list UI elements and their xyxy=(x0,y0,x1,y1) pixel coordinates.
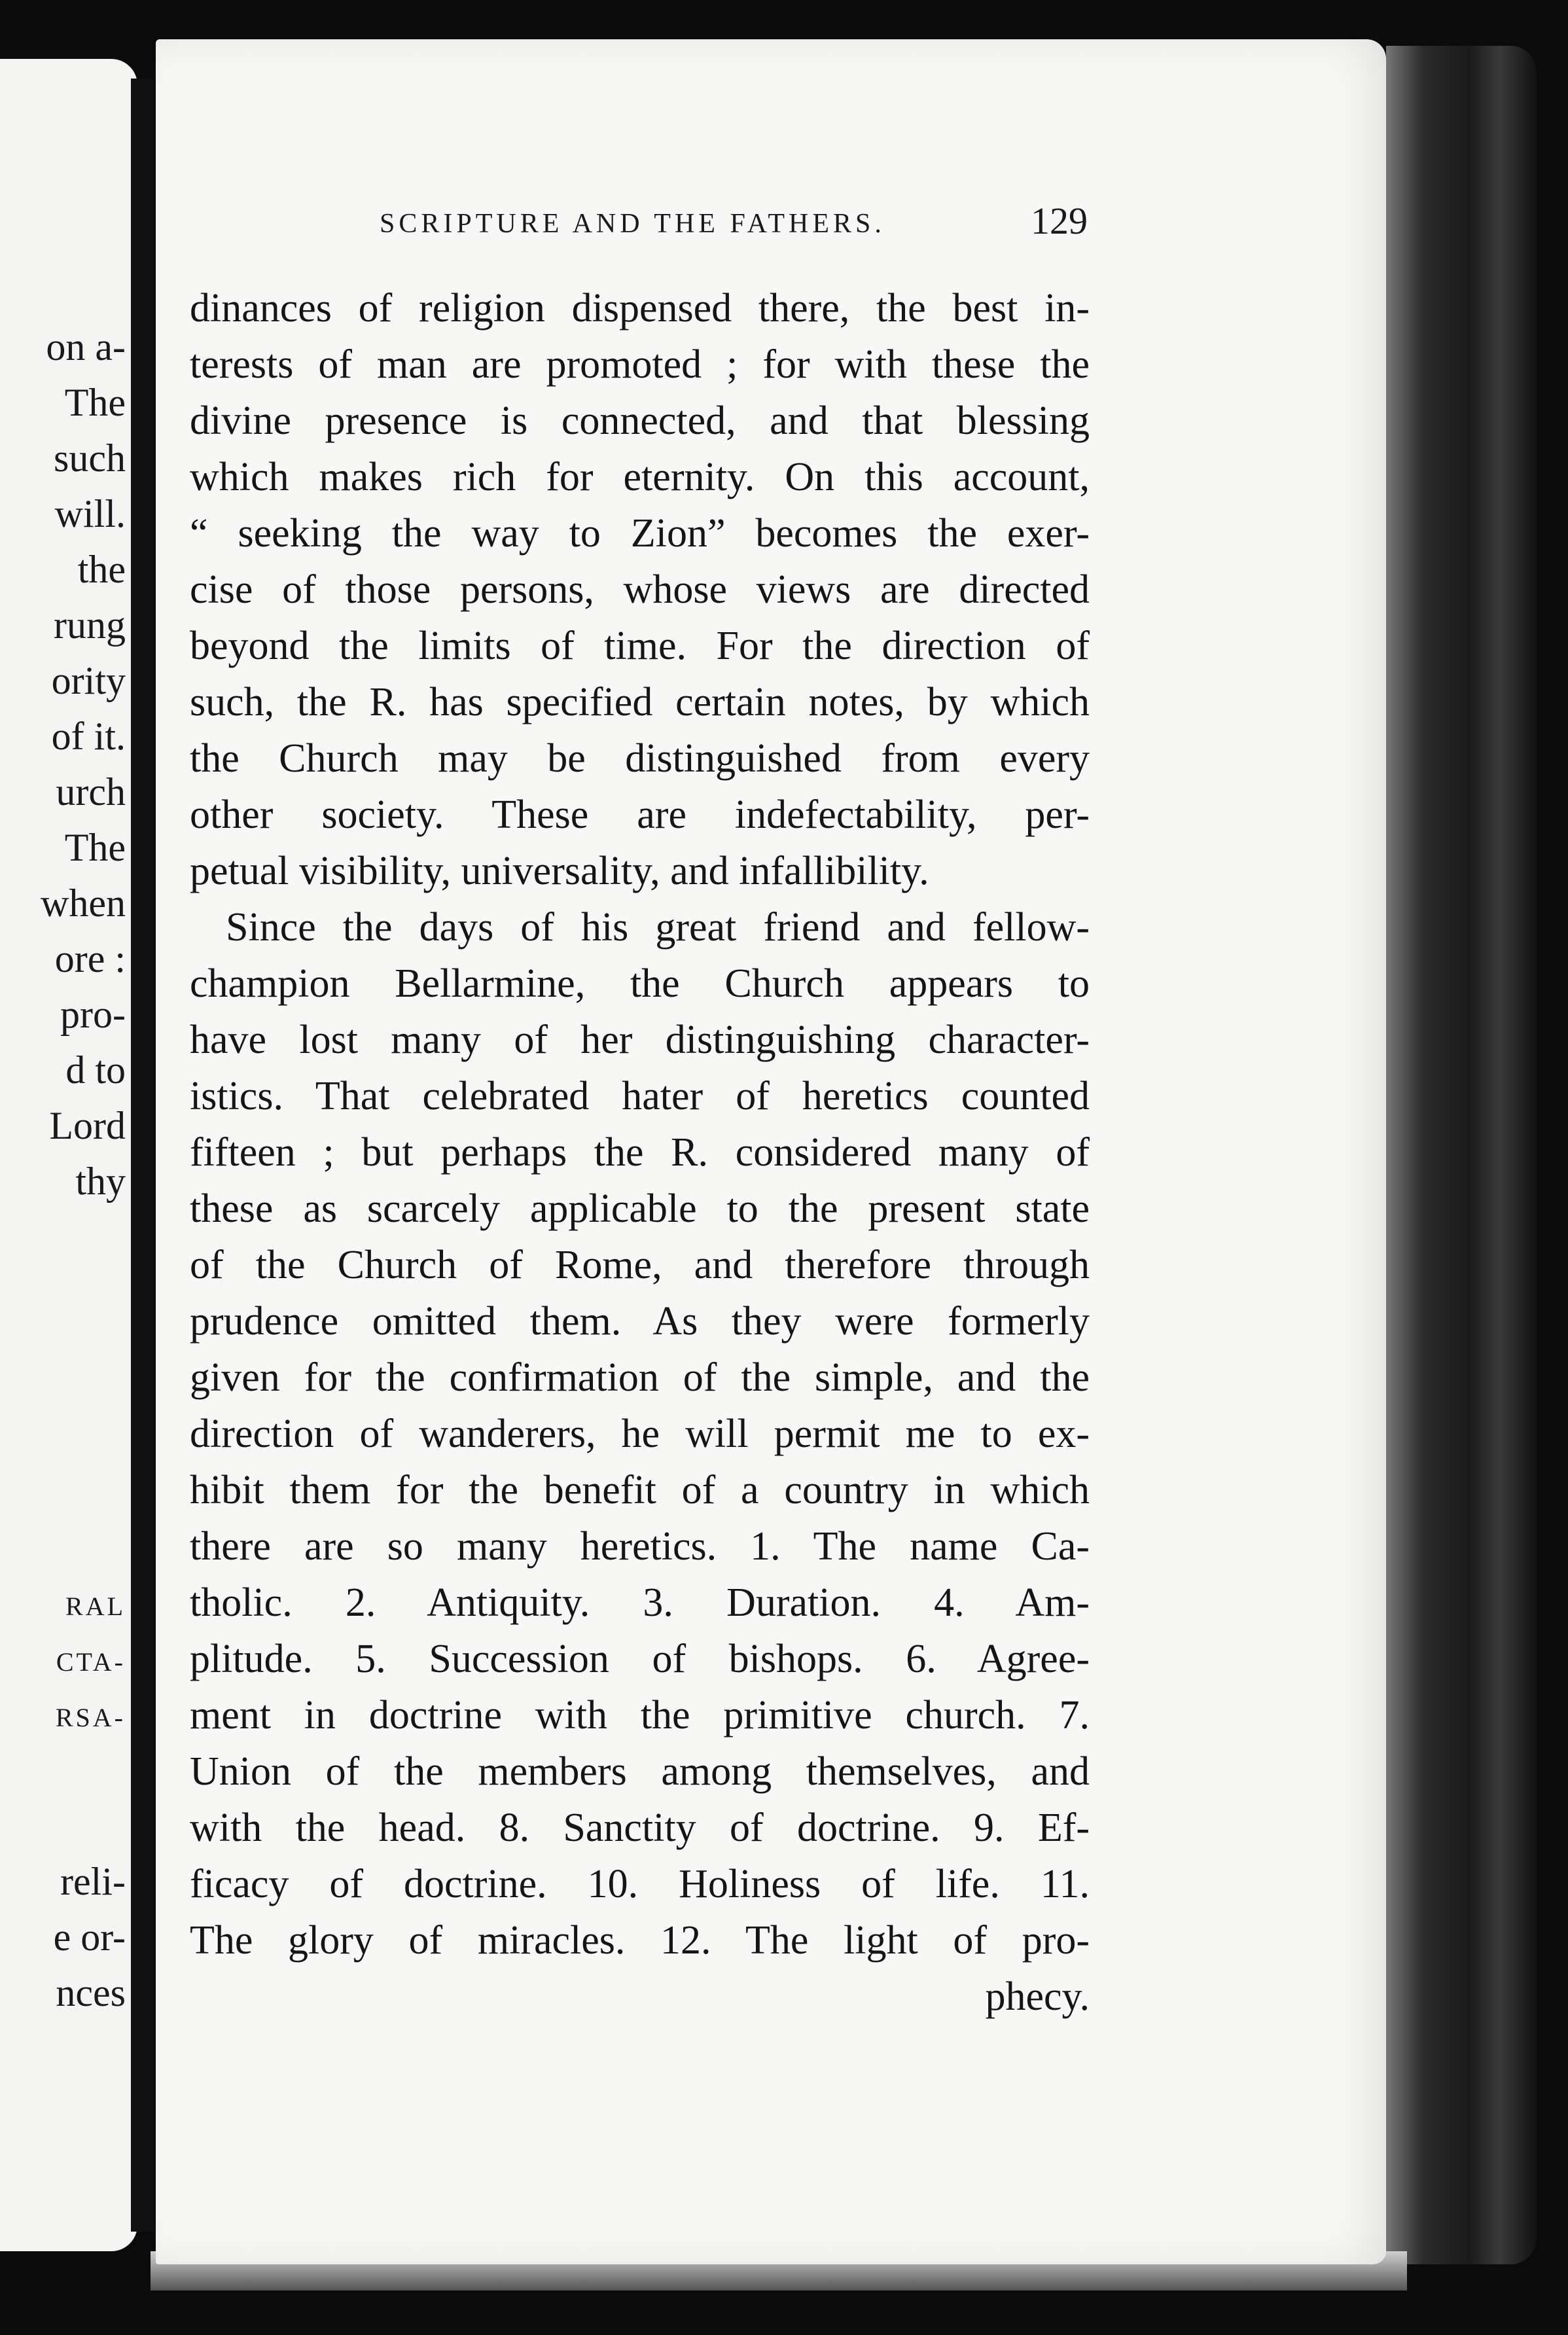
text-line: have lost many of her distinguishing character- xyxy=(190,1018,1090,1062)
prev-line: nces xyxy=(56,1971,126,2014)
text-line: Since the days of his great friend and fellow- xyxy=(226,905,1090,950)
text-line: of the Church of Rome, and therefore through xyxy=(190,1243,1090,1287)
text-line: the Church may be distinguished from every xyxy=(190,736,1090,781)
text-line: given for the confirmation of the simple, and the xyxy=(190,1355,1090,1400)
text-line: prudence omitted them. As they were formerly xyxy=(190,1299,1090,1344)
page-number: 129 xyxy=(1031,200,1088,242)
text-line: ficacy of doctrine. 10. Holiness of life. 11. xyxy=(190,1862,1090,1906)
text-line: fifteen ; but perhaps the R. considered many of xyxy=(190,1130,1090,1175)
prev-line: will. xyxy=(54,492,126,535)
prev-line: on a- xyxy=(46,325,126,368)
text-line: dinances of religion dispensed there, the best in- xyxy=(190,286,1090,330)
text-line: these as scarcely applicable to the present state xyxy=(190,1186,1090,1231)
prev-line: Lord xyxy=(49,1104,126,1147)
prev-line: RSA- xyxy=(55,1703,126,1732)
text-line: champion Bellarmine, the Church appears to xyxy=(190,961,1090,1006)
prev-line: rung xyxy=(54,603,126,647)
text-line: other society. These are indefectability, per- xyxy=(190,793,1090,837)
book-gutter xyxy=(131,79,154,2232)
text-line: ment in doctrine with the primitive church. 7. xyxy=(190,1693,1090,1738)
prev-line: of it. xyxy=(51,715,126,758)
prev-line: The xyxy=(64,826,126,869)
running-header: SCRIPTURE AND THE FATHERS. xyxy=(380,209,885,239)
prev-line: pro- xyxy=(60,993,126,1036)
text-line: tholic. 2. Antiquity. 3. Duration. 4. Am- xyxy=(190,1580,1090,1625)
text-line: The glory of miracles. 12. The light of pro- xyxy=(190,1918,1090,1963)
text-line: Union of the members among themselves, and xyxy=(190,1749,1090,1794)
text-line: “ seeking the way to Zion” becomes the exer- xyxy=(190,511,1090,556)
prev-line: The xyxy=(64,381,126,424)
text-line: beyond the limits of time. For the direction of xyxy=(190,624,1090,668)
text-line: which makes rich for eternity. On this account, xyxy=(190,455,1090,499)
page-fore-edge xyxy=(1386,46,1537,2264)
prev-line: ore : xyxy=(54,937,126,980)
prev-line: reli- xyxy=(60,1860,126,1903)
text-line: there are so many heretics. 1. The name Ca- xyxy=(190,1524,1090,1569)
prev-line: when xyxy=(41,882,126,925)
text-line: such, the R. has specified certain notes, by which xyxy=(190,680,1090,724)
prev-line: e or- xyxy=(53,1916,126,1959)
text-line: istics. That celebrated hater of heretics counted xyxy=(190,1074,1090,1118)
prev-line: the xyxy=(77,548,126,591)
prev-line: thy xyxy=(75,1160,126,1203)
prev-line: ority xyxy=(51,659,126,702)
prev-line: d to xyxy=(65,1048,126,1092)
text-line: petual visibility, universality, and infallibility. xyxy=(190,849,929,893)
text-line: divine presence is connected, and that blessing xyxy=(190,399,1090,443)
prev-line: urch xyxy=(56,770,126,813)
text-line: terests of man are promoted ; for with these the xyxy=(190,342,1090,387)
text-line: with the head. 8. Sanctity of doctrine. 9. Ef- xyxy=(190,1806,1090,1850)
prev-line: CTA- xyxy=(56,1647,126,1677)
text-line: direction of wanderers, he will permit me to ex- xyxy=(190,1412,1090,1456)
text-line: hibit them for the benefit of a country in which xyxy=(190,1468,1090,1512)
text-line: phecy. xyxy=(985,1974,1090,2019)
text-line: cise of those persons, whose views are directed xyxy=(190,567,1090,612)
prev-line: such xyxy=(54,437,126,480)
prev-line: RAL xyxy=(65,1592,126,1621)
text-line: plitude. 5. Succession of bishops. 6. Agree- xyxy=(190,1637,1090,1681)
previous-page-fragment xyxy=(0,59,137,2251)
